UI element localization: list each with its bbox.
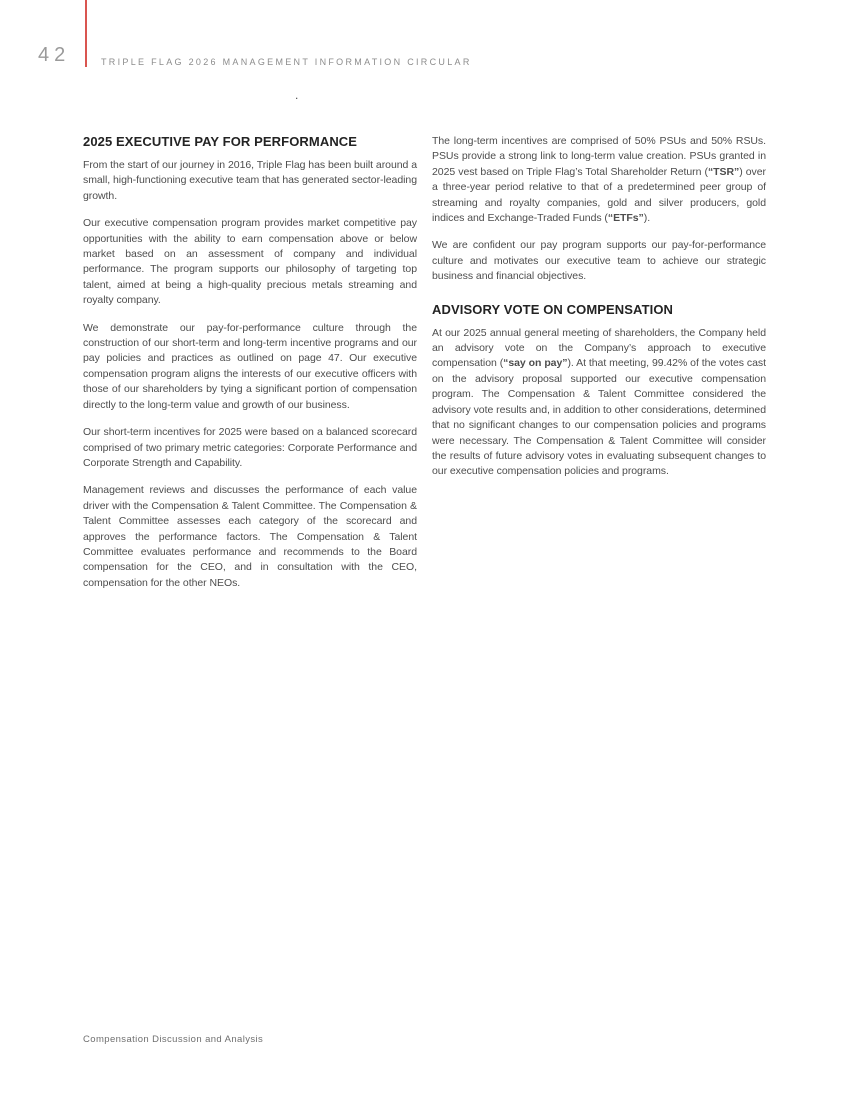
paragraph: We are confident our pay program supports our pay-for-performance culture and motivates our executive team to achieve our strategic business and financial objectives. xyxy=(432,239,766,283)
footer-section-label: Compensation Discussion and Analysis xyxy=(83,1034,264,1045)
right-column xyxy=(432,134,766,603)
accent-rule xyxy=(85,0,87,67)
paragraph: At our 2025 annual general meeting of shareholders, the Company held an advisory vote on the Company’s approach to executive compensation (“say on pay”). At that meeting, 99.42% of the votes cast on the advisory proposal supported our executive compensation program. The Compensation & Talent Committee considered the advisory vote results and, in addition to other considerations, determined that no significant changes to our compensation policies and programs were necessary. The Compensation & Talent Committee will consider the results of future advisory votes in evaluating subsequent changes to our executive compensation policies and programs. xyxy=(432,326,766,478)
two-column-body xyxy=(83,134,766,603)
stray-period-mark: . xyxy=(295,88,299,102)
section-heading-advisory-vote: ADVISORY VOTE ON COMPENSATION xyxy=(432,301,674,317)
paragraph: Management reviews and discusses the performance of each value driver with the Compensation & Talent Committee. The Compensation & Talent Committee assesses each category of the scorecard and approves the performance factors. The Compensation & Talent Committee evaluates performance and recommends to the Board compensation for the CEO, and in consultation with the CEO, compensation for the other NEOs. xyxy=(83,484,417,589)
section-heading-executive-pay: 2025 EXECUTIVE PAY FOR PERFORMANCE xyxy=(83,134,358,149)
page-number: 42 xyxy=(38,44,71,66)
paragraph: Our executive compensation program provides market competitive pay opportunities with the ability to earn compensation above or below market based on an assessment of company and individual performance. The program supports our philosophy of targeting top talent, aimed at being a high-quality precious metals streaming and royalty company. xyxy=(83,217,417,307)
left-column xyxy=(83,134,417,603)
paragraph: We demonstrate our pay-for-performance culture through the construction of our short-term and long-term incentive programs and our pay policies and practices as outlined on page 47. Our executive compensation program aligns the interests of our executive officers with those of our shareholders by tying a significant portion of compensation directly to the long-term value and growth of our business. xyxy=(83,321,417,411)
paragraph: From the start of our journey in 2016, Triple Flag has been built around a small, high-functioning executive team that has generated sector-leading growth. xyxy=(83,159,417,202)
paragraph: The long-term incentives are comprised of 50% PSUs and 50% RSUs. PSUs provide a strong link to long-term value creation. PSUs granted in 2025 vest based on Triple Flag’s Total Shareholder Return (“TSR”) over a three-year period relative to that of a predetermined peer group of streaming and royalty companies, gold and silver producers, gold indices and Exchange-Traded Funds (“ETFs”). xyxy=(432,135,766,225)
paragraph: Our short-term incentives for 2025 were based on a balanced scorecard comprised of two primary metric categories: Corporate Performance and Corporate Strength and Capability. xyxy=(83,426,417,469)
document-header-title: TRIPLE FLAG 2026 MANAGEMENT INFORMATION CIRCULAR xyxy=(101,57,472,67)
